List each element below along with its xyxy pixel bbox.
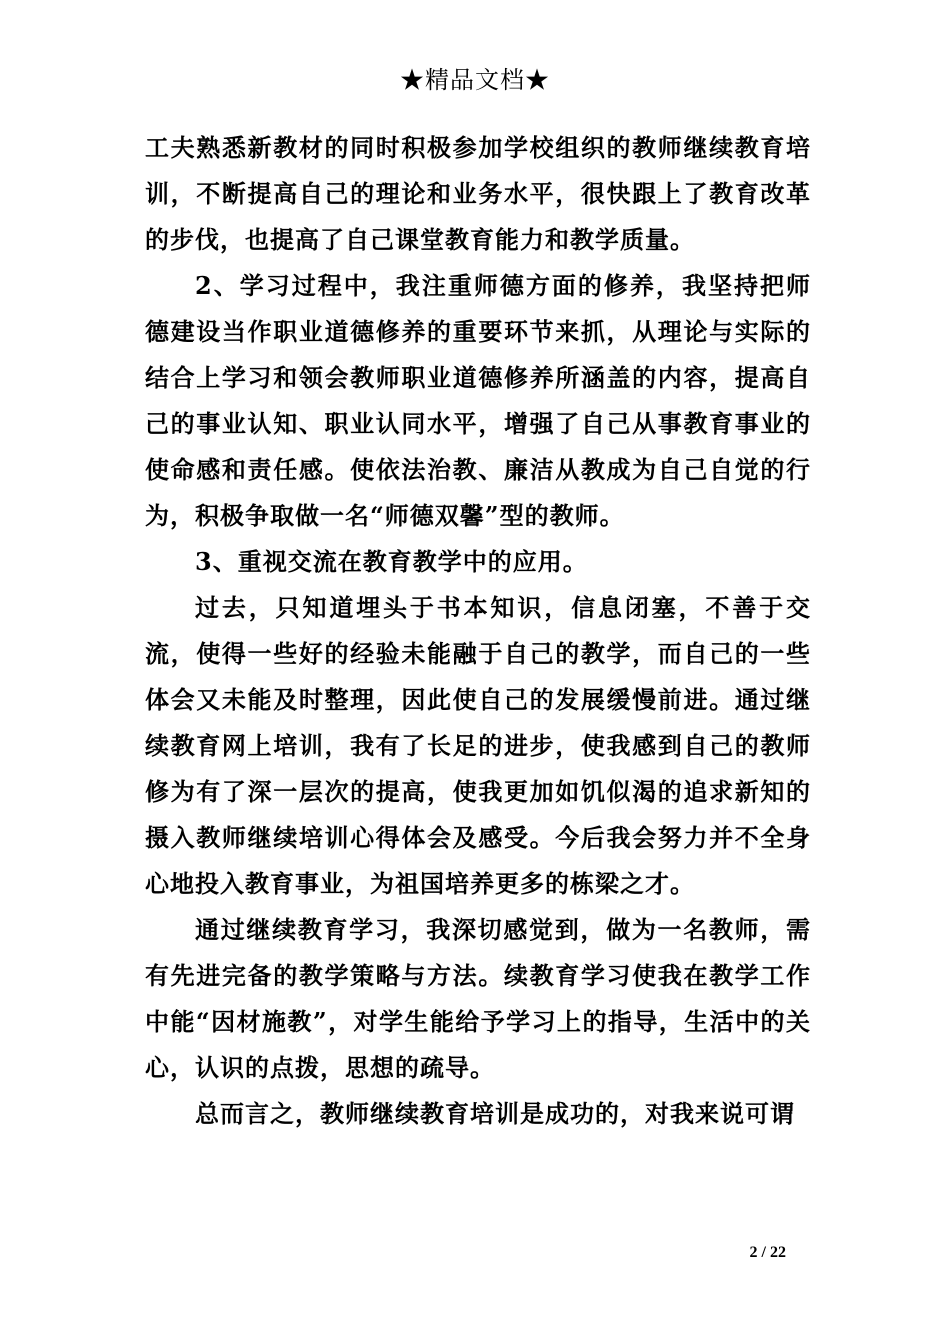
- paragraph-4: 过去，只知道埋头于书本知识，信息闭塞，不善于交流，使得一些好的经验未能融于自己的教学，而自己的一些体会又未能及时整理，因此使自己的发展缓慢前进。通过继续教育网上培训，我有了长足的进步，使我感到自己的教师修为有了深一层次的提高，使我更加如饥似渴的追求新知的摄入教师继续培训心得体会及感受。今后我会努力并不全身心地投入教育事业，为祖国培养更多的栋梁之才。: [145, 593, 811, 898]
- page-header-title: ★精品文档★: [400, 66, 550, 94]
- paragraph-5: 通过继续教育学习，我深切感觉到，做为一名教师，需有先进完备的教学策略与方法。续教育学习使我在教学工作中能“因材施教”，对学生能给予学习上的指导，生活中的关心，认识的点拨，思想的疏导。: [145, 915, 811, 1082]
- page-number: 2 / 22: [749, 1244, 786, 1261]
- paragraph-2: 2、学习过程中，我注重师德方面的修养，我坚持把师德建设当作职业道德修养的重要环节来抓，从理论与实际的结合上学习和领会教师职业道德修养所涵盖的内容，提高自己的事业认知、职业认同水平，增强了自己从事教育事业的使命感和责任感。使依法治教、廉洁从教成为自己自觉的行为，积极争取做一名“师德双馨”型的教师。: [145, 271, 811, 530]
- document-body: [145, 125, 811, 1137]
- paragraph-1: 工夫熟悉新教材的同时积极参加学校组织的教师继续教育培训，不断提高自己的理论和业务水平，很快跟上了教育改革的步伐，也提高了自己课堂教育能力和教学质量。: [145, 133, 811, 254]
- paragraph-3: 3、重视交流在教育教学中的应用。: [195, 547, 588, 576]
- paragraph-6: 总而言之，教师继续教育培训是成功的，对我来说可谓: [195, 1099, 795, 1128]
